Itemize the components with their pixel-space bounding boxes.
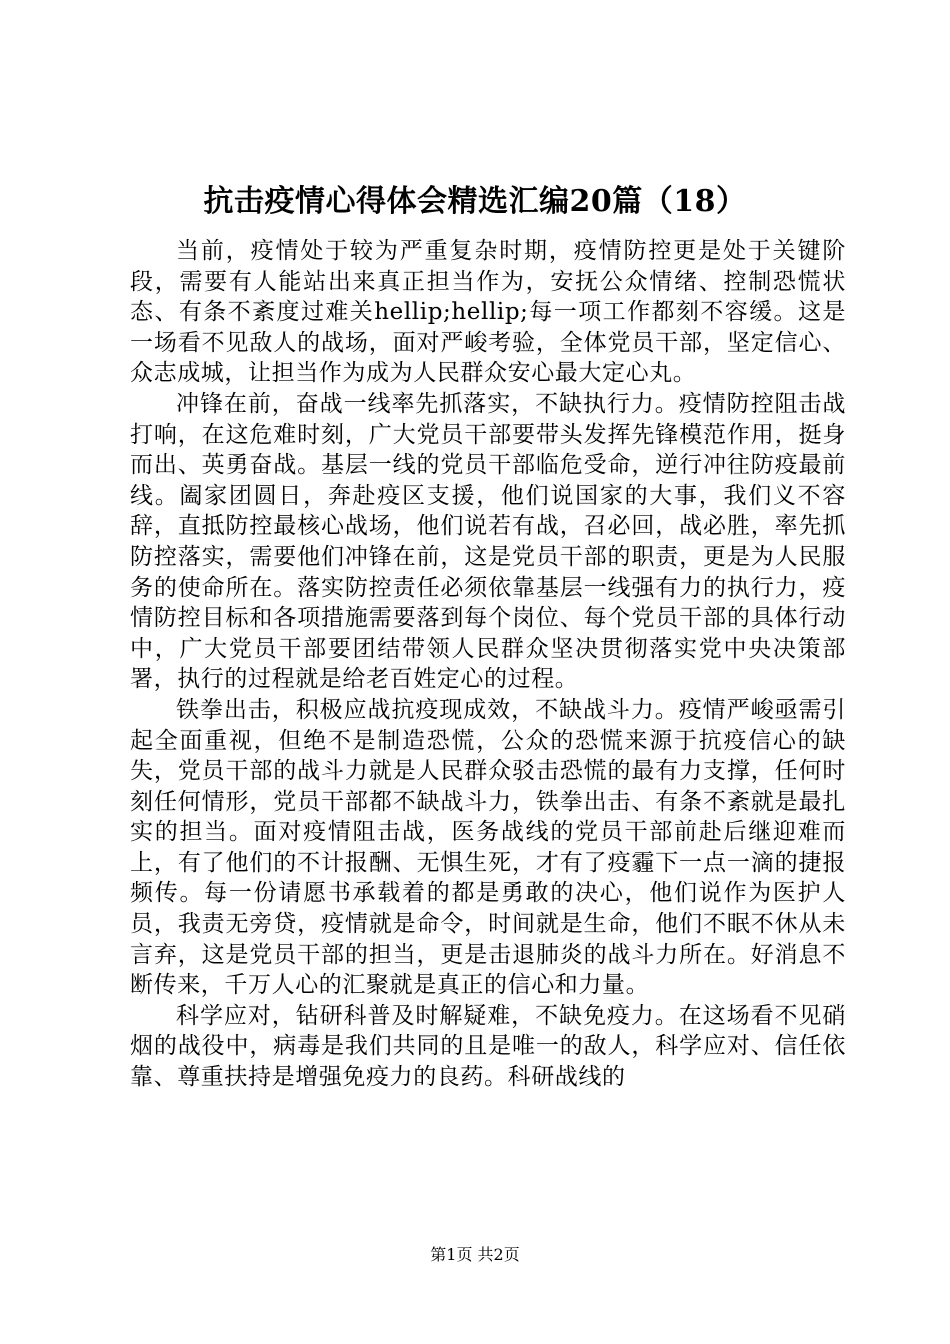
page-footer: 第1页 共2页 <box>430 1245 520 1264</box>
paragraph-2: 冲锋在前，奋战一线率先抓落实，不缺执行力。疫情防控阻击战打响，在这危难时刻，广大党员干部要带头发挥先锋模范作用，挺身而出、英勇奋战。基层一线的党员干部临危受命，逆行冲往防疫最前线。阖家团圆日，奔赴疫区支援，他们说国家的大事，我们义不容辞，直抵防控最核心战场，他们说若有战，召必回，战必胜，率先抓防控落实，需要他们冲锋在前，这是党员干部的职责，更是为人民服务的使命所在。落实防控责任必须依靠基层一线强有力的执行力，疫情防控目标和各项措施需要落到每个岗位、每个党员干部的具体行动中，广大党员干部要团结带领人民群众坚决贯彻落实党中央决策部署，执行的过程就是给老百姓定心的过程。 <box>130 390 846 693</box>
document-title: 抗击疫情心得体会精选汇编20篇（18） <box>203 184 747 219</box>
paragraph-1: 当前，疫情处于较为严重复杂时期，疫情防控更是处于关键阶段，需要有人能站出来真正担当作为，安抚公众情绪、控制恐慌状态、有条不紊度过难关hellip;hellip;每一项工作都刻不容缓。这是一场看不见敌人的战场，面对严峻考验，全体党员干部，坚定信心、众志成城，让担当作为成为人民群众安心最大定心丸。 <box>130 238 846 387</box>
document-body <box>130 236 846 1093</box>
paragraph-3: 铁拳出击，积极应战抗疫现成效，不缺战斗力。疫情严峻亟需引起全面重视，但绝不是制造恐慌，公众的恐慌来源于抗疫信心的缺失，党员干部的战斗力就是人民群众驳击恐慌的最有力支撑，任何时刻任何情形，党员干部都不缺战斗力，铁拳出击、有条不紊就是最扎实的担当。面对疫情阻击战，医务战线的党员干部前赴后继迎难而上，有了他们的不计报酬、无惧生死，才有了疫霾下一点一滴的捷报频传。每一份请愿书承载着的都是勇敢的决心，他们说作为医护人员，我责无旁贷，疫情就是命令，时间就是生命，他们不眠不休从未言弃，这是党员干部的担当，更是击退肺炎的战斗力所在。好消息不断传来，千万人心的汇聚就是真正的信心和力量。 <box>130 696 846 999</box>
paragraph-4: 科学应对，钻研科普及时解疑难，不缺免疫力。在这场看不见硝烟的战役中，病毒是我们共同的且是唯一的敌人，科学应对、信任依靠、尊重扶持是增强免疫力的良药。科研战线的 <box>130 1002 846 1091</box>
